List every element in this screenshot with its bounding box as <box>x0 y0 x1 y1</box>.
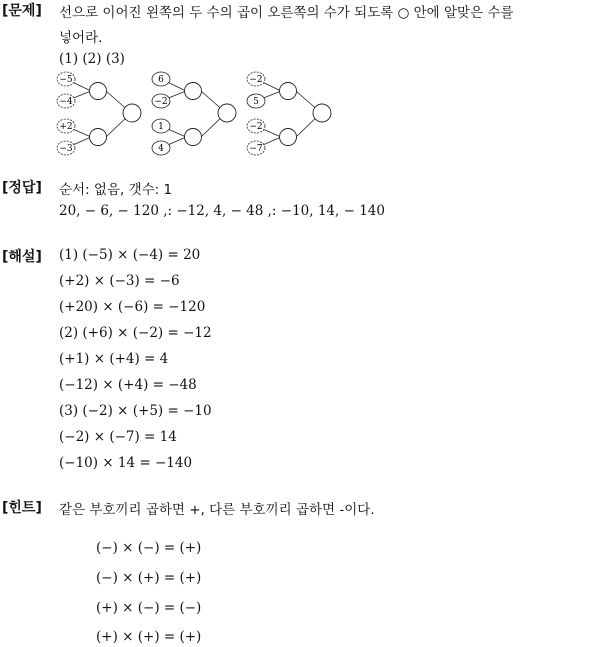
hint-text: 같은 부호끼리 곱하면 +, 다른 부호끼리 곱하면 -이다. <box>59 502 375 518</box>
input-value: 6 <box>158 75 164 85</box>
explanation-label: [해설] <box>2 249 42 265</box>
problem-label: [문제] <box>2 3 42 19</box>
explanation-line: (1) (−5) × (−4) = 20 <box>59 247 201 263</box>
answer-blank-circle[interactable] <box>90 129 107 146</box>
input-value: −7 <box>249 144 263 154</box>
input-value: 5 <box>253 97 259 107</box>
input-value: −2 <box>249 122 263 132</box>
answer-values: 20, − 6, − 120 ,: −12, 4, − 48 ,: −10, 14, − 140 <box>59 203 385 219</box>
hint-label: [힌트] <box>2 500 42 516</box>
answer-blank-circle[interactable] <box>218 104 236 122</box>
input-value: −4 <box>59 97 73 107</box>
input-value: 4 <box>158 144 164 154</box>
answer-meta: 순서: 없음, 갯수: 1 <box>59 182 173 198</box>
answer-blank-circle[interactable] <box>313 104 331 122</box>
input-value: −3 <box>59 144 73 154</box>
explanation-line: (−10) × 14 = −140 <box>59 455 193 471</box>
input-value: −2 <box>154 97 168 107</box>
answer-label: [정답] <box>2 180 42 196</box>
hint-rule: (−) × (−) = (+) <box>96 540 202 556</box>
answer-blank-circle[interactable] <box>185 83 202 100</box>
hint-rule: (+) × (+) = (+) <box>96 629 202 645</box>
answer-blank-circle[interactable] <box>123 104 141 122</box>
explanation-line: (3) (−2) × (+5) = −10 <box>59 403 212 419</box>
explanation-line: (2) (+6) × (−2) = −12 <box>59 325 212 341</box>
answer-blank-circle[interactable] <box>280 83 297 100</box>
problem-text-line2: 넣어라. <box>59 30 103 46</box>
explanation-line: (−12) × (+4) = −48 <box>59 377 197 393</box>
product-tree-1 <box>57 72 141 155</box>
explanation-line: (+2) × (−3) = −6 <box>59 273 180 289</box>
answer-blank-circle[interactable] <box>185 129 202 146</box>
problem-text-line1: 선으로 이어진 왼쪽의 두 수의 곱이 오른쪽의 수가 되도록 ○ 안에 알맞은 수를 <box>59 5 514 21</box>
product-tree-2 <box>152 72 236 155</box>
answer-blank-circle[interactable] <box>90 83 107 100</box>
explanation-line: (+20) × (−6) = −120 <box>59 299 206 315</box>
input-value: 1 <box>158 122 164 132</box>
answer-blank-circle[interactable] <box>280 129 297 146</box>
explanation-line: (+1) × (+4) = 4 <box>59 351 169 367</box>
product-tree-3 <box>247 72 331 155</box>
problem-parts-label: (1) (2) (3) <box>59 51 125 67</box>
input-value: −2 <box>249 75 263 85</box>
product-tree-diagrams <box>50 68 350 158</box>
hint-rule: (+) × (−) = (−) <box>96 600 202 616</box>
explanation-line: (−2) × (−7) = 14 <box>59 429 177 445</box>
input-value: −5 <box>59 75 73 85</box>
hint-rule: (−) × (+) = (+) <box>96 570 202 586</box>
input-value: +2 <box>59 122 73 132</box>
